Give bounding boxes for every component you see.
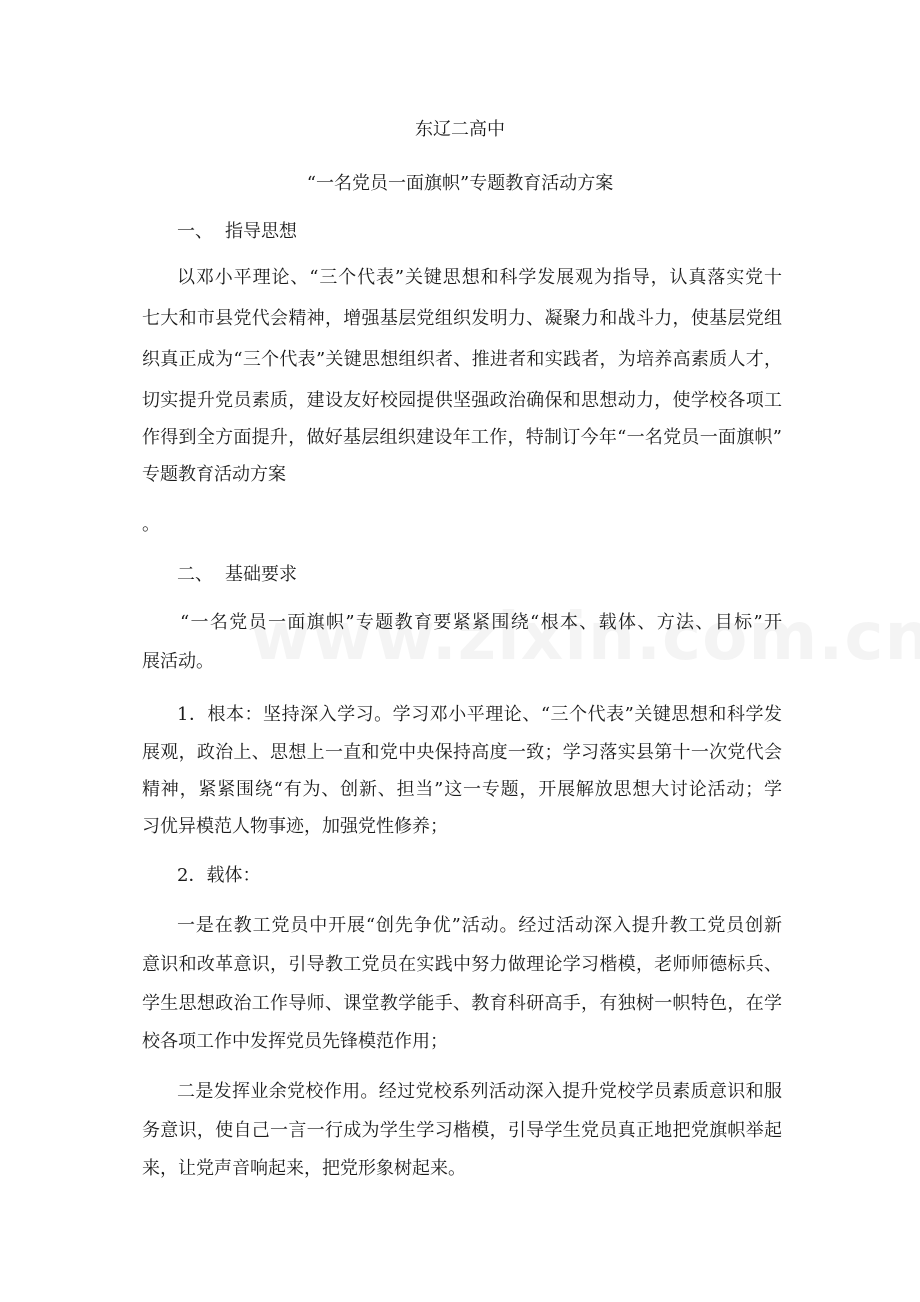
school-name: 东辽二高中 bbox=[415, 119, 505, 140]
section1-heading bbox=[177, 220, 297, 244]
section1-line: 七大和市县党代会精神，增强基层党组织发明力、凝聚力和战斗力，使基层党组 bbox=[142, 308, 782, 329]
section1-line: 切实提升党员素质，建设友好校园提供坚强政治确保和思想动力，使学校各项工 bbox=[142, 390, 782, 411]
section1-line: 以邓小平理论、“三个代表”关键思想和科学发展观为指导，认真落实党十 bbox=[177, 267, 782, 288]
section2-intro-line: 展活动。 bbox=[142, 651, 214, 672]
item1-line: 精神，紧紧围绕“有为、创新、担当”这一专题，开展解放思想大讨论活动；学 bbox=[142, 779, 782, 800]
section2-heading bbox=[177, 563, 297, 587]
item2a-line: 校各项工作中发挥党员先锋模范作用； bbox=[142, 1031, 448, 1052]
section1-title: 指导思想 bbox=[225, 221, 297, 242]
item2-label: 2．载体： bbox=[177, 865, 261, 886]
item2a-line: 学生思想政治工作导师、课堂教学能手、教育科研高手，有独树一帜特色，在学 bbox=[142, 993, 782, 1014]
section1-line: 作得到全方面提升，做好基层组织建设年工作，特制订今年“一名党员一面旗帜” bbox=[142, 427, 782, 448]
section1-line: 专题教育活动方案 bbox=[142, 464, 286, 485]
section2-intro-line: “一名党员一面旗帜”专题教育要紧紧围绕“根本、载体、方法、目标”开 bbox=[180, 612, 782, 633]
item2a-line: 一是在教工党员中开展“创先争优”活动。经过活动深入提升教工党员创新 bbox=[177, 915, 782, 936]
item1-line: 习优异模范人物事迹，加强党性修养； bbox=[142, 816, 448, 837]
item2b-line: 来，让党声音响起来，把党形象树起来。 bbox=[142, 1158, 466, 1179]
watermark bbox=[250, 598, 720, 675]
item2b-line: 二是发挥业余党校作用。经过党校系列活动深入提升党校学员素质意识和服 bbox=[177, 1081, 782, 1102]
item2a-line: 意识和改革意识，引导教工党员在实践中努力做理论学习楷模，老师师德标兵、 bbox=[142, 954, 782, 975]
item2b-line: 务意识，使自己一言一行成为学生学习楷模，引导学生党员真正地把党旗帜举起 bbox=[142, 1120, 782, 1141]
document-title: “一名党员一面旗帜”专题教育活动方案 bbox=[306, 173, 614, 194]
item1-line: 1．根本：坚持深入学习。学习邓小平理论、“三个代表”关键思想和科学发 bbox=[177, 704, 782, 725]
section2-title: 基础要求 bbox=[225, 564, 297, 585]
section2-number: 二、 bbox=[177, 564, 213, 585]
item1-line: 展观，政治上、思想上一直和党中央保持高度一致；学习落实县第十一次党代会 bbox=[142, 742, 782, 763]
section1-line: 织真正成为“三个代表”关键思想组织者、推进者和实践者，为培养高素质人才， bbox=[142, 349, 782, 370]
section1-number: 一、 bbox=[177, 221, 213, 242]
section1-trailing-mark: 。 bbox=[142, 514, 160, 535]
